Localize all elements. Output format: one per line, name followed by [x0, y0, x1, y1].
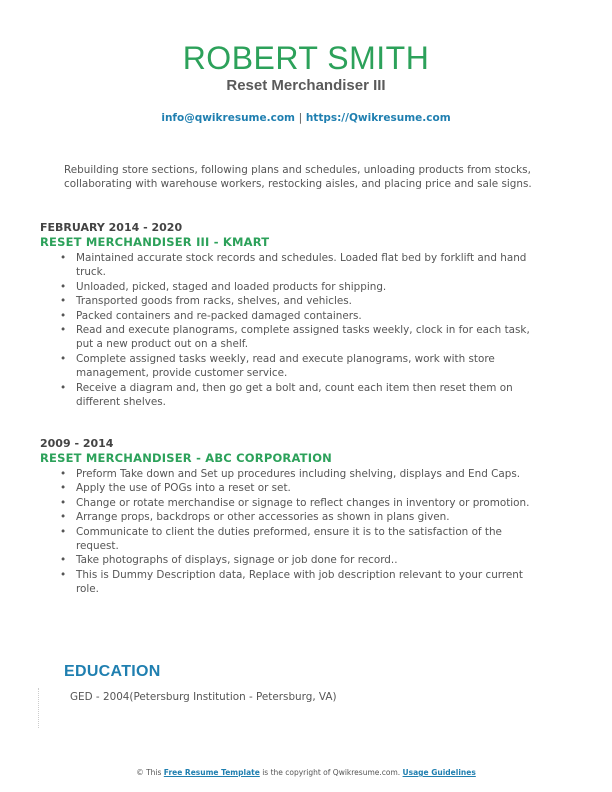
job-bullet: • Unloaded, picked, staged and loaded products for shipping. — [76, 280, 540, 294]
footer — [0, 768, 612, 778]
footer-prefix: © This — [136, 768, 162, 777]
job-entry-2 — [40, 437, 540, 597]
job-bullet: • Packed containers and re-packed damaged containers. — [76, 309, 540, 323]
job-bullet: • Arrange props, backdrops or other accessories as shown in plans given. — [76, 510, 540, 524]
candidate-name: ROBERT SMITH — [182, 40, 430, 76]
education-item: GED - 2004(Petersburg Institution - Petersburg, VA) — [70, 691, 337, 703]
job-bullet: • Read and execute planograms, complete assigned tasks weekly, clock in for each task, put a new product out on a shelf. — [76, 323, 540, 352]
job-bullet: • Transported goods from racks, shelves, and vehicles. — [76, 294, 540, 308]
job-bullet: • Receive a diagram and, then go get a bolt and, count each item then reset them on different shelves. — [76, 381, 540, 410]
job-bullet: • Preform Take down and Set up procedures including shelving, displays and End Caps. — [76, 467, 540, 481]
job-bullets — [40, 467, 540, 597]
website-link[interactable]: https://Qwikresume.com — [305, 112, 451, 124]
summary-text: Rebuilding store sections, following plans and schedules, unloading products from stocks, collaborating with warehouse workers, restocking aisles, and placing price and sale signs. — [64, 164, 532, 190]
job-role: RESET MERCHANDISER III - KMART — [40, 235, 270, 249]
job-bullet: • Complete assigned tasks weekly, read and execute planograms, work with store management, provide customer service. — [76, 352, 540, 381]
job-bullet: • Apply the use of POGs into a reset or set. — [76, 481, 540, 495]
job-dates: 2009 - 2014 — [40, 437, 114, 450]
job-bullet: • Maintained accurate stock records and schedules. Loaded flat bed by forklift and hand truck. — [76, 251, 540, 280]
education-heading: EDUCATION — [64, 663, 161, 680]
email-link[interactable]: info@qwikresume.com — [161, 112, 295, 124]
usage-guidelines-link[interactable]: Usage Guidelines — [402, 768, 476, 777]
job-role: RESET MERCHANDISER - ABC CORPORATION — [40, 451, 333, 465]
education-divider — [38, 688, 40, 728]
job-dates: FEBRUARY 2014 - 2020 — [40, 221, 183, 234]
job-bullet: • Communicate to client the duties preformed, ensure it is to the satisfaction of the request. — [76, 525, 540, 554]
job-bullets — [40, 251, 540, 409]
job-entry-1 — [40, 221, 540, 409]
candidate-title: Reset Merchandiser III — [226, 77, 386, 94]
contact-separator: | — [298, 112, 303, 124]
job-bullet: • Change or rotate merchandise or signage to reflect changes in inventory or promotion. — [76, 496, 540, 510]
job-bullet: • This is Dummy Description data, Replace with job description relevant to your current role. — [76, 568, 540, 597]
footer-middle: is the copyright of Qwikresume.com. — [262, 768, 401, 777]
contact-line — [0, 111, 612, 125]
free-resume-template-link[interactable]: Free Resume Template — [163, 768, 260, 777]
job-bullet: • Take photographs of displays, signage or job done for record.. — [76, 553, 540, 567]
